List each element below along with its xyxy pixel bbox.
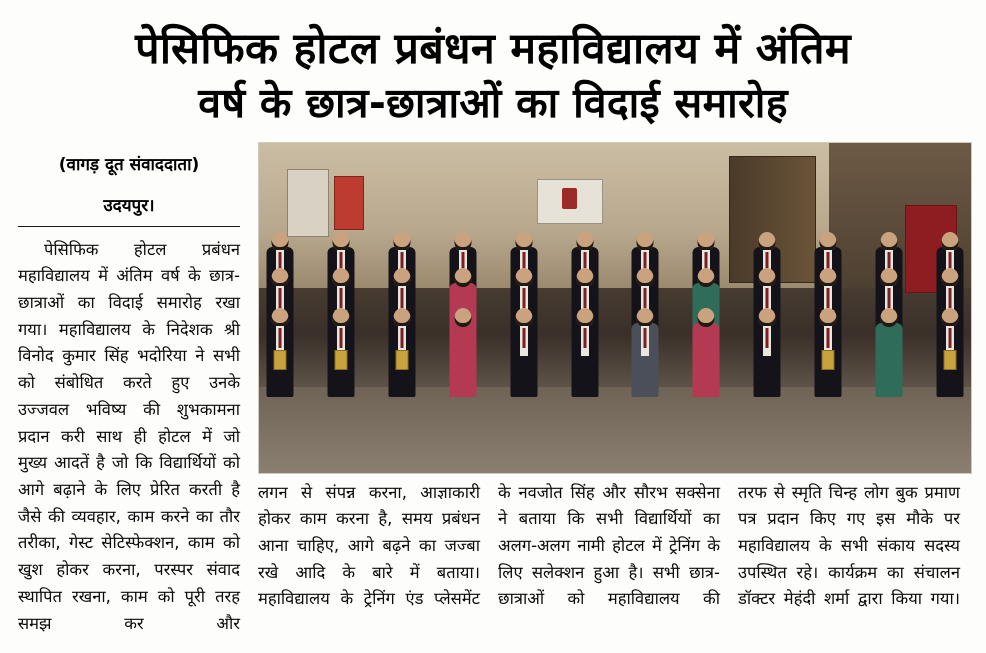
- column-2: लगन से संपन्न करना, आज्ञाकारी होकर काम करना है, समय प्रबंधन आना चाहिए, आगे बढ़ने का जज्बा रखे आदि के बारे में बताया। महाविद्यालय के ट्रेनिंग एंड प्लेसमेंट: [258, 482, 480, 609]
- person-part: [759, 308, 776, 327]
- person-part: [875, 323, 902, 397]
- person-part: [948, 288, 951, 308]
- article-body: [0, 142, 986, 633]
- person-part: [449, 323, 476, 397]
- person-part: [340, 288, 343, 308]
- person-part: [759, 268, 776, 287]
- person-part: [272, 308, 289, 327]
- column-4: तरफ से स्मृति चिन्ह लोग बुक प्रमाण पत्र प्रदान किए गए इस मौके पर महाविद्यालय के सभी संकाय सदस्य उपस्थित रहे। कार्यक्रम का संचालन डॉक्टर मेहंदी शर्मा द्वारा किया गया।: [738, 482, 960, 609]
- person-part: [394, 308, 411, 327]
- person-part: [698, 232, 715, 251]
- person-part: [759, 232, 776, 251]
- person-part: [272, 268, 289, 287]
- person-part: [333, 268, 350, 287]
- person-part: [826, 328, 829, 348]
- lower-columns: [18, 480, 968, 614]
- intro-paragraph-text: पेसिफिक होटल प्रबंधन महाविद्यालय में अंतिम वर्ष के छात्र-छात्राओं का विदाई समारोह रखा गया। महाविद्यालय के निदेशक श्री विनोद कुमार सिंह भदोरिया ने सभी को संबोधित करते हुए उनके उज्जवल भविष्य की शुभकामना प्रदान करी साथ ही होटल में जो मुख्य आदतें है जो कि विद्यार्थियों को आगे बढ़ाने के लिए प्रेरित करती है जैसे की व्यवहार, काम करने का तौर तरीका, गेस्ट सेटिस्फेक्शन, काम को खुश होकर करना, परस्पर संवाद स्थापित रखना, काम को पूरी तरह समझ कर और: [18, 239, 240, 633]
- person-part: [576, 232, 593, 251]
- college-emblem: [537, 179, 603, 224]
- person-part: [522, 288, 525, 308]
- person-part: [583, 328, 586, 348]
- person-part: [576, 308, 593, 327]
- person-part: [637, 232, 654, 251]
- group-photo-image: [259, 143, 971, 473]
- headline: [18, 0, 968, 130]
- person-part: [333, 232, 350, 251]
- person-part: [880, 308, 897, 327]
- person-part: [941, 232, 958, 251]
- person-part: [819, 268, 836, 287]
- person-part: [826, 288, 829, 308]
- wall-poster-1: [287, 169, 328, 237]
- person-part: [515, 232, 532, 251]
- person-part: [693, 323, 720, 397]
- person-part: [522, 328, 525, 348]
- headline-line-2: वर्ष के छात्र-छात्राओं का विदाई समारोह: [198, 79, 788, 128]
- person-part: [454, 308, 471, 327]
- person-part: [333, 308, 350, 327]
- person-part: [766, 288, 769, 308]
- person-part: [401, 328, 404, 348]
- person-part: [637, 268, 654, 287]
- person-part: [766, 328, 769, 348]
- person-part: [454, 268, 471, 287]
- person-part: [644, 288, 647, 308]
- person-part: [941, 268, 958, 287]
- person-part: [644, 328, 647, 348]
- person-part: [941, 308, 958, 327]
- person-part: [948, 328, 951, 348]
- person-part: [454, 232, 471, 251]
- person-part: [394, 268, 411, 287]
- person-part: [515, 268, 532, 287]
- person-part: [698, 308, 715, 327]
- person-part: [819, 232, 836, 251]
- column-1-spacer: [18, 480, 240, 614]
- person-part: [637, 308, 654, 327]
- person-part: [272, 232, 289, 251]
- divider: [18, 226, 240, 227]
- person-part: [576, 268, 593, 287]
- byline: (वागड़ दूत संवाददाता): [58, 154, 200, 175]
- person-part: [279, 328, 282, 348]
- person-part: [279, 288, 282, 308]
- person-part: [880, 268, 897, 287]
- person-part: [819, 308, 836, 327]
- person-part: [340, 328, 343, 348]
- headline-line-1: पेसिफिक होटल प्रबंधन महाविद्यालय में अंतिम: [135, 24, 851, 74]
- person-part: [887, 288, 890, 308]
- person-part: [401, 288, 404, 308]
- person-part: [698, 268, 715, 287]
- person-part: [583, 288, 586, 308]
- person-part: [515, 308, 532, 327]
- group-photo: [258, 142, 972, 474]
- person-part: [880, 232, 897, 251]
- column-3: के नवजोत सिंह और सौरभ सक्सेना ने बताया कि सभी विद्यार्थियों का अलग-अलग नामी होटल में ट्रेनिंग के लिए सलेक्शन हुआ है। सभी छात्र-छात्राओं को महाविद्यालय की: [498, 482, 720, 609]
- wall-poster-2: [334, 176, 364, 231]
- person-part: [394, 232, 411, 251]
- dateline: उदयपुर।: [103, 195, 155, 216]
- hall-floor: [259, 387, 971, 473]
